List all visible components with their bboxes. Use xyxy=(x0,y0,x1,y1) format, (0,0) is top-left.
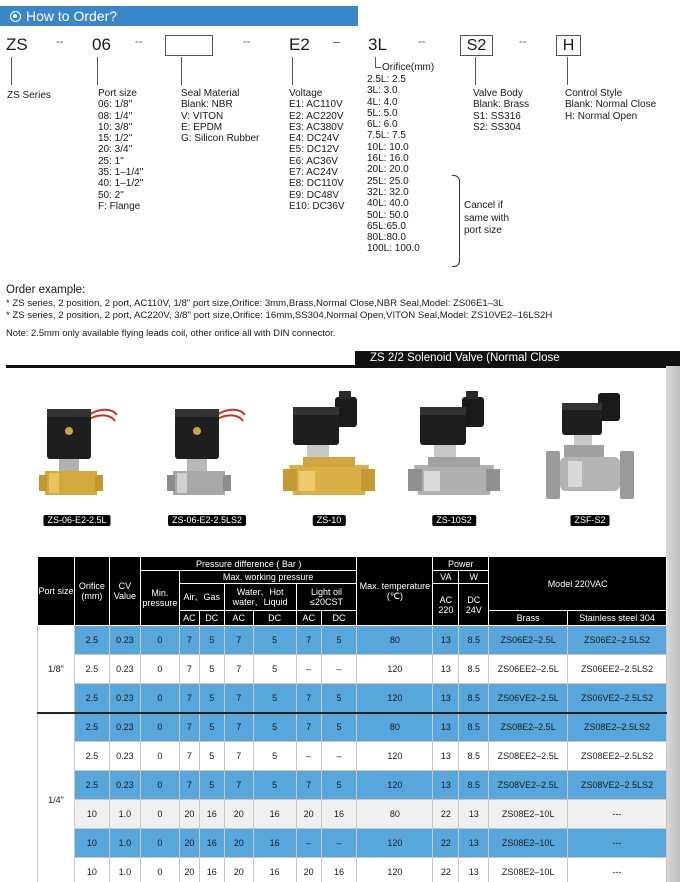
table-cell: 7 xyxy=(224,684,253,713)
header-dc: DC xyxy=(321,611,357,626)
table-cell: 20 xyxy=(179,858,199,882)
table-cell: 0.23 xyxy=(109,684,140,713)
header-dc: DC xyxy=(199,611,224,626)
series-desc: ZS Series xyxy=(7,90,51,101)
table-cell: 5 xyxy=(253,742,296,771)
table-cell: 0.23 xyxy=(109,713,140,742)
table-cell: 7 xyxy=(296,771,321,800)
code-dash: -- xyxy=(243,36,251,48)
code-voltage: E2 xyxy=(289,35,310,54)
model-cell: ZS06VE2–2.5LS2 xyxy=(568,684,667,713)
table-cell: 5 xyxy=(253,713,296,742)
table-cell: 7 xyxy=(224,713,253,742)
table-cell: 0 xyxy=(140,742,179,771)
section-divider xyxy=(6,365,680,368)
table-cell: 2.5 xyxy=(74,626,109,655)
code-control-box: H xyxy=(556,35,581,56)
model-cell: ZS06E2–2.5L xyxy=(489,626,568,655)
table-cell: 2.5 xyxy=(74,655,109,684)
header-cv: CV Value xyxy=(109,557,140,626)
table-cell: 16 xyxy=(321,800,357,829)
table-cell: 16 xyxy=(253,858,296,882)
table-cell: 8.5 xyxy=(459,742,489,771)
table-cell: 13 xyxy=(433,655,459,684)
model-cell: ZS06EE2–2.5LS2 xyxy=(568,655,667,684)
model-cell: --- xyxy=(568,858,667,882)
valve-body-desc: Valve Body Blank: Brass S1: SS316 S2: SS304 xyxy=(473,88,530,133)
table-cell: 13 xyxy=(433,626,459,655)
table-cell: 10 xyxy=(74,858,109,882)
table-cell: 0.23 xyxy=(109,771,140,800)
product-card xyxy=(155,385,259,525)
table-cell: 7 xyxy=(224,626,253,655)
table-row xyxy=(38,858,667,882)
table-row xyxy=(38,713,667,742)
connector-line xyxy=(97,57,98,85)
table-cell: 120 xyxy=(357,742,433,771)
table-cell: 8.5 xyxy=(459,684,489,713)
header-w: W xyxy=(459,571,489,584)
table-cell: 7 xyxy=(179,626,199,655)
table-cell: 5 xyxy=(321,684,357,713)
table-cell: 5 xyxy=(199,771,224,800)
table-row xyxy=(38,771,667,800)
table-cell: 22 xyxy=(433,829,459,858)
table-cell: 16 xyxy=(199,829,224,858)
header-power: Power xyxy=(433,557,489,571)
table-cell: 16 xyxy=(321,858,357,882)
product-card xyxy=(538,385,642,525)
code-seal-box xyxy=(165,35,213,56)
header-dc: DC xyxy=(253,611,296,626)
model-cell: ZS08VE2–2.5L xyxy=(489,771,568,800)
table-cell: 0 xyxy=(140,684,179,713)
table-cell: – xyxy=(321,655,357,684)
table-cell: 13 xyxy=(433,713,459,742)
connector-line xyxy=(375,57,376,67)
table-cell: 5 xyxy=(253,655,296,684)
code-orifice: 3L xyxy=(368,35,387,54)
table-cell: 10 xyxy=(74,800,109,829)
table-cell: 0.23 xyxy=(109,655,140,684)
spec-table-body xyxy=(38,626,667,882)
table-cell: 2.5 xyxy=(74,742,109,771)
header-max-working-pressure: Max. working pressure xyxy=(179,571,357,584)
table-cell: 7 xyxy=(179,742,199,771)
orifice-bracket xyxy=(452,175,460,267)
table-row xyxy=(38,626,667,655)
table-cell: 7 xyxy=(179,655,199,684)
table-cell: 1.0 xyxy=(109,858,140,882)
product-card xyxy=(25,385,129,525)
table-cell: 0 xyxy=(140,655,179,684)
table-cell: 16 xyxy=(253,800,296,829)
table-cell: 0 xyxy=(140,713,179,742)
table-cell: 80 xyxy=(357,626,433,655)
how-to-order-banner xyxy=(0,6,358,26)
table-cell: 16 xyxy=(253,829,296,858)
model-cell: ZS06VE2–2.5L xyxy=(489,684,568,713)
table-cell: 20 xyxy=(179,829,199,858)
code-dash: -- xyxy=(56,36,64,48)
table-row xyxy=(38,829,667,858)
table-cell: 120 xyxy=(357,655,433,684)
spec-table xyxy=(37,556,667,882)
model-cell: ZS08E2–2.5LS2 xyxy=(568,713,667,742)
header-water: Water、Hot water、Liquid xyxy=(224,584,296,611)
table-cell: 8.5 xyxy=(459,626,489,655)
model-cell: ZS06E2–2.5LS2 xyxy=(568,626,667,655)
table-cell: 120 xyxy=(357,684,433,713)
brass-mini-valve-image xyxy=(25,385,129,525)
model-cell: ZS08VE2–2.5LS2 xyxy=(568,771,667,800)
right-edge-shade xyxy=(666,366,680,882)
code-body-box: S2 xyxy=(460,35,493,56)
header-pressure-difference: Pressure difference ( Bar ) xyxy=(140,557,357,571)
stainless-mini-valve-image xyxy=(155,385,259,525)
code-dash: -- xyxy=(135,36,143,48)
product-label: ZS-10 xyxy=(313,515,346,526)
table-cell: 7 xyxy=(296,713,321,742)
table-cell: 0 xyxy=(140,800,179,829)
brass-solenoid-valve-image xyxy=(277,385,381,525)
table-cell: 13 xyxy=(433,771,459,800)
table-cell: 16 xyxy=(199,800,224,829)
table-cell: 5 xyxy=(253,771,296,800)
table-cell: – xyxy=(321,829,357,858)
table-cell: 20 xyxy=(224,800,253,829)
table-cell: 7 xyxy=(224,742,253,771)
table-cell: 13 xyxy=(433,742,459,771)
table-cell: 20 xyxy=(224,858,253,882)
header-air-gas: Air、Gas xyxy=(179,584,224,611)
table-cell: 20 xyxy=(296,858,321,882)
product-section-banner: ZS 2/2 Solenoid Valve (Normal Close xyxy=(355,351,680,366)
header-va: VA xyxy=(433,571,459,584)
table-cell: 120 xyxy=(357,858,433,882)
table-cell: 13 xyxy=(459,800,489,829)
table-row xyxy=(38,800,667,829)
voltage-desc: Voltage E1: AC110V E2: AC220V E3: AC380V E4: DC24V E5: DC12V E6: AC36V E7: AC24V E8: DC110V E9: DC48V E10: DC36V xyxy=(289,88,345,212)
circle-bullet-icon xyxy=(10,11,21,22)
order-note: Note: 2.5mm only available flying leads coil, other orifice all with DIN connector. xyxy=(6,327,336,338)
header-model: Model 220VAC xyxy=(489,557,667,611)
table-cell: 7 xyxy=(296,684,321,713)
table-cell: 5 xyxy=(199,713,224,742)
table-cell: 8.5 xyxy=(459,771,489,800)
connector-line xyxy=(11,57,12,85)
table-cell: 8.5 xyxy=(459,655,489,684)
header-ac: AC xyxy=(179,611,199,626)
connector-line xyxy=(567,57,568,85)
model-cell: ZS08E2–10L xyxy=(489,858,568,882)
header-stainless: Stainless steel 304 xyxy=(568,611,667,626)
code-dash: -- xyxy=(519,36,527,48)
table-cell: 5 xyxy=(199,626,224,655)
header-orifice: Orifice (mm) xyxy=(74,557,109,626)
table-cell: – xyxy=(296,742,321,771)
orifice-desc: 2.5L: 2.5 3L: 3.0 4L: 4.0 5L: 5.0 6L: 6.0 7.5L: 7.5 10L: 10.0 16L: 16.0 20L: 20.0 25L: 25.0 32L: 32.0 40L: 40.0 50L: 50.0 65L:65.0 80L:80.0 100L: 100.0 xyxy=(367,74,420,255)
control-style-desc: Control Style Blank: Normal Close H: Normal Open xyxy=(565,88,657,122)
header-brass: Brass xyxy=(489,611,568,626)
port-size-cell: 1/8" xyxy=(38,626,75,713)
model-cell: ZS08EE2–2.5L xyxy=(489,742,568,771)
cancel-note: Cancel if same with port size xyxy=(464,200,510,236)
table-cell: 1.0 xyxy=(109,829,140,858)
table-row xyxy=(38,742,667,771)
product-label: ZSF-S2 xyxy=(570,515,609,526)
table-cell: 7 xyxy=(224,771,253,800)
table-cell: 0.23 xyxy=(109,742,140,771)
table-cell: 5 xyxy=(321,626,357,655)
table-row xyxy=(38,655,667,684)
model-cell: ZS08EE2–2.5LS2 xyxy=(568,742,667,771)
port-size-desc: Port size 06: 1/8" 08: 1/4" 10: 3/8" 15: 1/2" 20: 3/4" 25: 1" 35: 1–1/4" 40: 1–1/2" 50: 2" F: Flange xyxy=(98,88,144,212)
table-cell: 1.0 xyxy=(109,800,140,829)
how-to-order-title: How to Order? xyxy=(26,8,118,24)
table-cell: 7 xyxy=(179,713,199,742)
table-cell: – xyxy=(296,655,321,684)
header-light-oil: Light oil ≤20CST xyxy=(296,584,357,611)
header-ac: AC xyxy=(296,611,321,626)
flanged-solenoid-valve-image xyxy=(538,385,642,525)
product-label: ZS-06-E2-2.5L xyxy=(43,515,110,526)
port-size-title: Port size xyxy=(98,88,137,99)
code-dash: -- xyxy=(418,36,426,48)
seal-material-desc: Seal Material Blank: NBR V: VITON E: EPDM G: Silicon Rubber xyxy=(181,88,260,145)
table-cell: 0 xyxy=(140,771,179,800)
table-cell: 8.5 xyxy=(459,713,489,742)
table-cell: 5 xyxy=(199,655,224,684)
header-min-pressure: Min. pressure xyxy=(140,571,179,626)
header-ac220: AC 220 xyxy=(433,584,459,626)
valve-body-title: Valve Body xyxy=(473,88,523,99)
model-cell: --- xyxy=(568,829,667,858)
header-max-temp: Max. temperature (℃) xyxy=(357,557,433,626)
table-cell: 20 xyxy=(296,800,321,829)
order-example-title: Order example: xyxy=(6,284,86,296)
product-label: ZS-06-E2-2.5LS2 xyxy=(168,515,246,526)
table-cell: 22 xyxy=(433,800,459,829)
table-row xyxy=(38,684,667,713)
table-cell: 2.5 xyxy=(74,771,109,800)
control-style-title: Control Style xyxy=(565,88,623,99)
table-cell: 5 xyxy=(321,771,357,800)
voltage-title: Voltage xyxy=(289,88,323,99)
port-size-cell: 1/4" xyxy=(38,713,75,882)
model-cell: ZS06EE2–2.5L xyxy=(489,655,568,684)
product-card xyxy=(402,385,506,525)
order-example-line: * ZS series, 2 position, 2 port, AC220V, 3/8" port size,Orifice: 16mm,SS304,Normal Open,VITON Seal,Model: ZS10VE2–16LS2H xyxy=(6,310,553,321)
table-cell: 7 xyxy=(224,655,253,684)
header-ac: AC xyxy=(224,611,253,626)
table-cell: 0 xyxy=(140,858,179,882)
table-cell: 13 xyxy=(459,858,489,882)
product-label: ZS-10S2 xyxy=(432,515,476,526)
header-dc24v: DC 24V xyxy=(459,584,489,626)
table-cell: 13 xyxy=(433,684,459,713)
header-port-size: Port size xyxy=(38,557,75,626)
seal-material-title: Seal Material xyxy=(181,88,240,99)
table-cell: 7 xyxy=(296,626,321,655)
connector-line xyxy=(292,57,293,85)
stainless-solenoid-valve-image xyxy=(402,385,506,525)
model-cell: --- xyxy=(568,800,667,829)
connector-line xyxy=(181,57,182,85)
table-cell: 13 xyxy=(459,829,489,858)
table-cell: 0 xyxy=(140,626,179,655)
connector-line xyxy=(375,67,381,68)
table-cell: 2.5 xyxy=(74,684,109,713)
code-series: ZS xyxy=(6,35,28,54)
model-cell: ZS08E2–2.5L xyxy=(489,713,568,742)
table-cell: 5 xyxy=(199,742,224,771)
table-cell: – xyxy=(296,829,321,858)
table-cell: 5 xyxy=(321,713,357,742)
connector-line xyxy=(475,57,476,85)
product-card xyxy=(277,385,381,525)
table-cell: 120 xyxy=(357,829,433,858)
table-cell: 22 xyxy=(433,858,459,882)
table-cell: 5 xyxy=(253,626,296,655)
table-cell: 7 xyxy=(179,771,199,800)
table-cell: – xyxy=(321,742,357,771)
orifice-title: Orifice(mm) xyxy=(382,62,435,73)
table-cell: 80 xyxy=(357,800,433,829)
table-cell: 0.23 xyxy=(109,626,140,655)
table-cell: 16 xyxy=(199,858,224,882)
table-cell: 5 xyxy=(199,684,224,713)
table-cell: 5 xyxy=(253,684,296,713)
order-example-line: * ZS series, 2 position, 2 port, AC110V, 1/8" port size,Orifice: 3mm,Brass,Normal Close,NBR Seal,Model: ZS06E1–3L xyxy=(6,298,504,309)
table-cell: 80 xyxy=(357,713,433,742)
model-cell: ZS08E2–10L xyxy=(489,829,568,858)
table-cell: 20 xyxy=(224,829,253,858)
table-cell: 7 xyxy=(179,684,199,713)
table-cell: 2.5 xyxy=(74,713,109,742)
model-cell: ZS08E2–10L xyxy=(489,800,568,829)
table-cell: 120 xyxy=(357,771,433,800)
code-port-size: 06 xyxy=(92,35,111,54)
table-cell: 0 xyxy=(140,829,179,858)
table-cell: 10 xyxy=(74,829,109,858)
table-cell: 20 xyxy=(179,800,199,829)
code-dash: – xyxy=(333,34,341,49)
